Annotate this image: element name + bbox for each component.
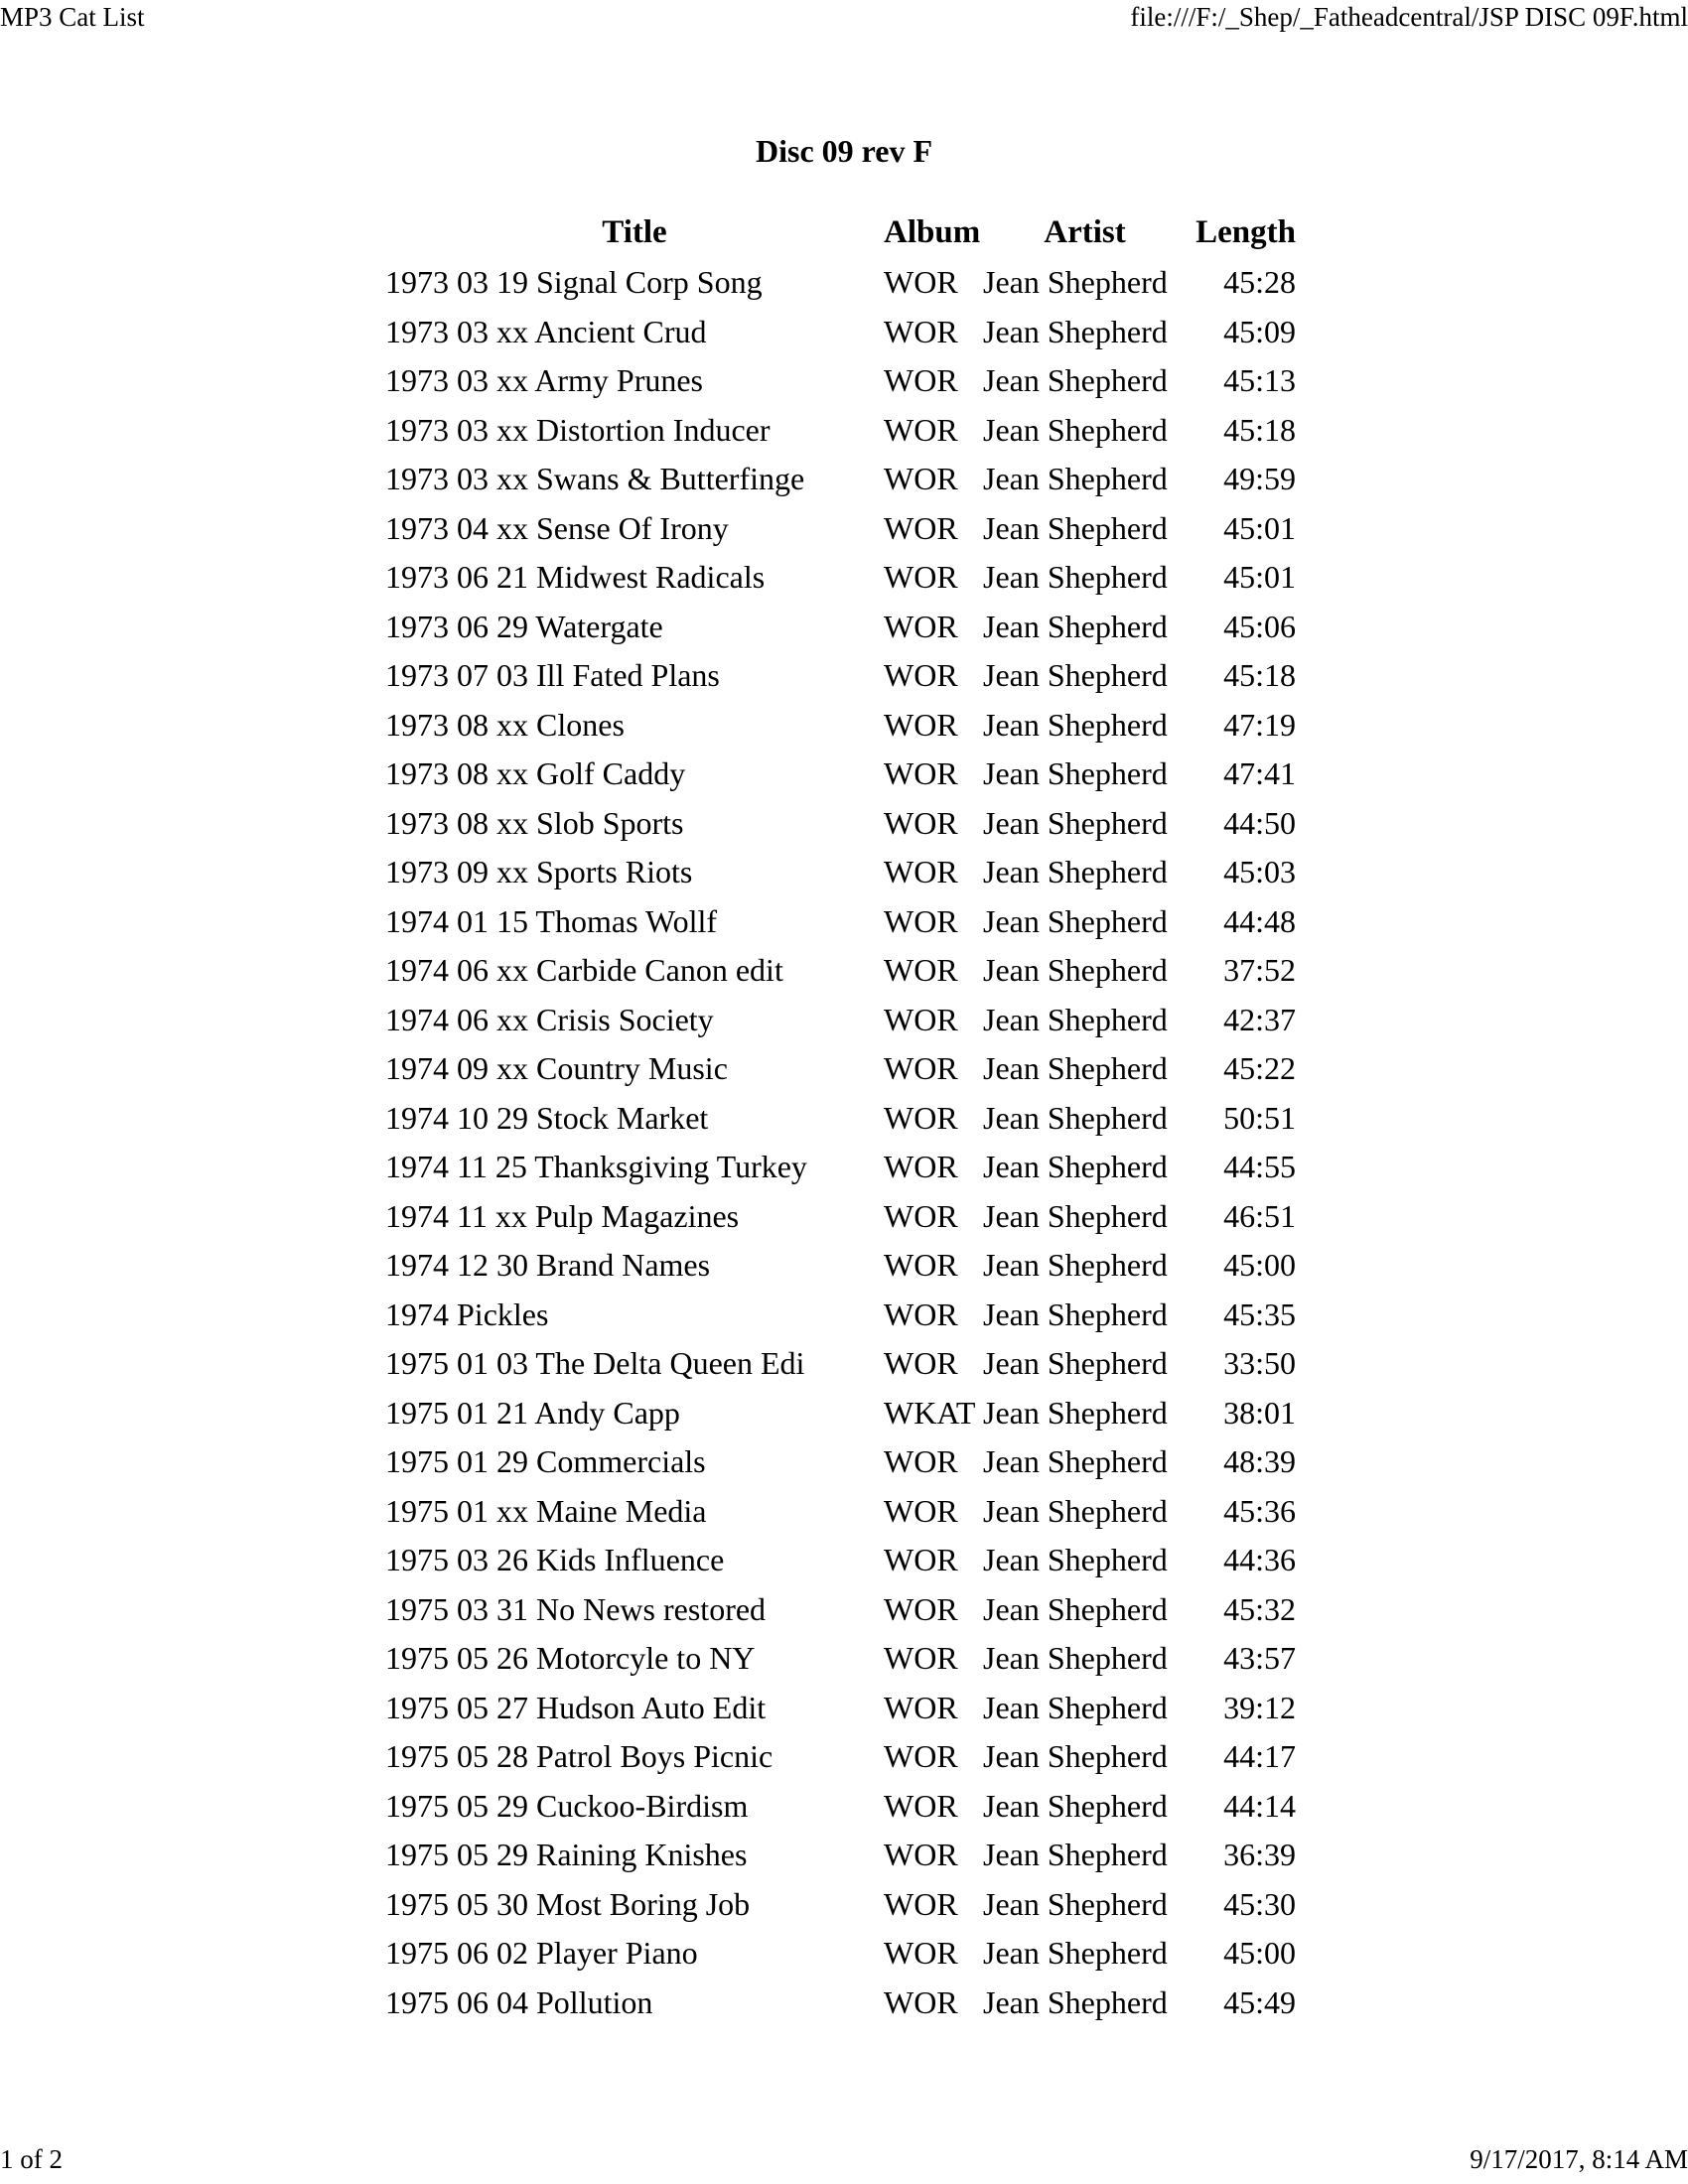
track-album: WOR (884, 1492, 958, 1529)
track-album: WOR (884, 608, 958, 644)
table-row (385, 1782, 1296, 1832)
track-album: WOR (884, 1149, 958, 1185)
print-footer-timestamp: 9/17/2017, 8:14 AM (1470, 2144, 1688, 2174)
track-album: WOR (884, 1837, 958, 1873)
track-title: 1974 12 30 Brand Names (385, 1247, 711, 1284)
track-title: 1974 Pickles (385, 1296, 549, 1332)
track-album: WOR (884, 1050, 958, 1087)
track-title: 1975 01 29 Commercials (385, 1443, 706, 1480)
track-length: 48:39 (1223, 1443, 1296, 1480)
track-length: 49:59 (1223, 461, 1296, 497)
track-title: 1974 06 xx Crisis Society (385, 1001, 714, 1037)
track-artist: Jean Shepherd (983, 411, 1168, 448)
track-artist: Jean Shepherd (983, 1050, 1168, 1087)
track-artist: Jean Shepherd (983, 952, 1168, 989)
track-artist: Jean Shepherd (983, 1099, 1168, 1136)
track-artist: Jean Shepherd (983, 1542, 1168, 1578)
track-album: WOR (884, 854, 958, 890)
table-row (385, 651, 1296, 701)
track-title: 1975 06 04 Pollution (385, 1983, 653, 2020)
table-row (385, 603, 1296, 652)
table-row (385, 1929, 1296, 1979)
track-album: WOR (884, 1983, 958, 2020)
track-length: 42:37 (1223, 1001, 1296, 1037)
track-artist: Jean Shepherd (983, 1983, 1168, 2020)
table-row (385, 258, 1296, 308)
track-artist: Jean Shepherd (983, 854, 1168, 890)
track-length: 45:09 (1223, 313, 1296, 349)
table-row (385, 1339, 1296, 1389)
track-album: WOR (884, 1590, 958, 1627)
track-artist: Jean Shepherd (983, 313, 1168, 349)
track-length: 44:17 (1223, 1738, 1296, 1775)
track-artist: Jean Shepherd (983, 461, 1168, 497)
track-artist: Jean Shepherd (983, 1837, 1168, 1873)
track-album: WOR (884, 1935, 958, 1972)
print-header-title: MP3 Cat List (0, 2, 145, 32)
track-length: 45:00 (1223, 1935, 1296, 1972)
track-length: 47:19 (1223, 706, 1296, 743)
track-artist: Jean Shepherd (983, 608, 1168, 644)
track-title: 1975 01 03 The Delta Queen Edi (385, 1345, 805, 1382)
track-table (385, 206, 1296, 2027)
table-row (385, 1684, 1296, 1733)
track-artist: Jean Shepherd (983, 1689, 1168, 1725)
table-row (385, 1094, 1296, 1144)
track-title: 1973 08 xx Golf Caddy (385, 755, 686, 792)
table-row (385, 356, 1296, 406)
table-row (385, 848, 1296, 897)
table-row (385, 897, 1296, 947)
track-album: WOR (884, 902, 958, 939)
track-title: 1975 05 27 Hudson Auto Edit (385, 1689, 767, 1725)
track-artist: Jean Shepherd (983, 1443, 1168, 1480)
track-title: 1973 03 xx Distortion Inducer (385, 411, 771, 448)
track-artist: Jean Shepherd (983, 804, 1168, 841)
track-length: 44:14 (1223, 1787, 1296, 1824)
track-length: 45:18 (1223, 411, 1296, 448)
track-title: 1974 09 xx Country Music (385, 1050, 728, 1087)
table-row (385, 504, 1296, 554)
track-album: WOR (884, 362, 958, 399)
table-row (385, 799, 1296, 849)
track-title: 1973 09 xx Sports Riots (385, 854, 693, 890)
track-title: 1973 03 xx Army Prunes (385, 362, 703, 399)
track-artist: Jean Shepherd (983, 1492, 1168, 1529)
table-row (385, 1044, 1296, 1094)
track-album: WOR (884, 1689, 958, 1725)
track-artist: Jean Shepherd (983, 1640, 1168, 1677)
table-row (385, 946, 1296, 996)
track-title: 1975 06 02 Player Piano (385, 1935, 698, 1972)
track-artist: Jean Shepherd (983, 1345, 1168, 1382)
table-row (385, 1831, 1296, 1880)
track-album: WOR (884, 804, 958, 841)
track-title: 1974 11 25 Thanksgiving Turkey (385, 1149, 807, 1185)
track-title: 1973 03 19 Signal Corp Song (385, 264, 763, 301)
track-album: WOR (884, 1247, 958, 1284)
track-title: 1974 10 29 Stock Market (385, 1099, 709, 1136)
print-header-url: file:///F:/_Shep/_Fatheadcentral/JSP DISC 09F.html (1130, 2, 1688, 32)
track-album: WKAT (884, 1394, 976, 1431)
table-row (385, 406, 1296, 456)
table-row (385, 1634, 1296, 1684)
table-row (385, 1732, 1296, 1782)
track-title: 1975 05 29 Raining Knishes (385, 1837, 748, 1873)
track-album: WOR (884, 952, 958, 989)
track-length: 45:01 (1223, 509, 1296, 546)
column-header-title: Title (602, 213, 667, 250)
track-length: 44:55 (1223, 1149, 1296, 1185)
table-row (385, 455, 1296, 504)
track-length: 45:00 (1223, 1247, 1296, 1284)
track-artist: Jean Shepherd (983, 1935, 1168, 1972)
track-length: 45:35 (1223, 1296, 1296, 1332)
track-artist: Jean Shepherd (983, 902, 1168, 939)
track-title: 1974 01 15 Thomas Wollf (385, 902, 718, 939)
track-title: 1973 06 21 Midwest Radicals (385, 559, 766, 596)
track-album: WOR (884, 411, 958, 448)
track-title: 1975 05 30 Most Boring Job (385, 1885, 751, 1922)
track-title: 1973 07 03 Ill Fated Plans (385, 657, 720, 694)
track-title: 1975 03 26 Kids Influence (385, 1542, 725, 1578)
track-artist: Jean Shepherd (983, 657, 1168, 694)
track-album: WOR (884, 1099, 958, 1136)
track-album: WOR (884, 313, 958, 349)
track-album: WOR (884, 1542, 958, 1578)
table-header-row (385, 206, 1296, 258)
track-length: 45:36 (1223, 1492, 1296, 1529)
track-artist: Jean Shepherd (983, 1149, 1168, 1185)
track-title: 1973 08 xx Slob Sports (385, 804, 684, 841)
table-row (385, 1143, 1296, 1192)
table-row (385, 1536, 1296, 1585)
track-length: 45:30 (1223, 1885, 1296, 1922)
track-album: WOR (884, 1296, 958, 1332)
track-title: 1975 01 21 Andy Capp (385, 1394, 680, 1431)
track-artist: Jean Shepherd (983, 1001, 1168, 1037)
track-title: 1975 05 26 Motorcyle to NY (385, 1640, 756, 1677)
track-length: 38:01 (1223, 1394, 1296, 1431)
table-row (385, 1241, 1296, 1291)
track-length: 45:49 (1223, 1983, 1296, 2020)
track-table-body (385, 258, 1296, 2027)
column-header-album: Album (884, 213, 981, 250)
track-album: WOR (884, 1197, 958, 1234)
track-artist: Jean Shepherd (983, 264, 1168, 301)
track-artist: Jean Shepherd (983, 1738, 1168, 1775)
track-title: 1975 01 xx Maine Media (385, 1492, 707, 1529)
table-row (385, 1389, 1296, 1438)
track-length: 46:51 (1223, 1197, 1296, 1234)
track-album: WOR (884, 1345, 958, 1382)
table-row (385, 996, 1296, 1045)
track-album: WOR (884, 461, 958, 497)
print-footer-page-number: 1 of 2 (0, 2144, 63, 2174)
track-artist: Jean Shepherd (983, 1590, 1168, 1627)
track-artist: Jean Shepherd (983, 1296, 1168, 1332)
track-album: WOR (884, 1443, 958, 1480)
track-album: WOR (884, 1885, 958, 1922)
track-length: 50:51 (1223, 1099, 1296, 1136)
table-row (385, 1192, 1296, 1242)
table-row (385, 553, 1296, 603)
table-row (385, 1880, 1296, 1930)
track-album: WOR (884, 1001, 958, 1037)
track-length: 43:57 (1223, 1640, 1296, 1677)
track-album: WOR (884, 755, 958, 792)
track-album: WOR (884, 1738, 958, 1775)
track-title: 1975 03 31 No News restored (385, 1590, 767, 1627)
track-title: 1973 03 xx Ancient Crud (385, 313, 707, 349)
track-album: WOR (884, 1787, 958, 1824)
track-length: 47:41 (1223, 755, 1296, 792)
track-title: 1975 05 28 Patrol Boys Picnic (385, 1738, 774, 1775)
track-artist: Jean Shepherd (983, 1197, 1168, 1234)
track-length: 45:18 (1223, 657, 1296, 694)
table-row (385, 308, 1296, 357)
track-length: 33:50 (1223, 1345, 1296, 1382)
track-title: 1973 04 xx Sense Of Irony (385, 509, 729, 546)
track-length: 45:06 (1223, 608, 1296, 644)
track-title: 1975 05 29 Cuckoo-Birdism (385, 1787, 749, 1824)
table-row (385, 1437, 1296, 1487)
track-length: 45:28 (1223, 264, 1296, 301)
track-album: WOR (884, 657, 958, 694)
column-header-length: Length (1196, 213, 1296, 250)
track-length: 44:36 (1223, 1542, 1296, 1578)
table-row (385, 1979, 1296, 2028)
track-length: 36:39 (1223, 1837, 1296, 1873)
track-title: 1973 03 xx Swans & Butterfinge (385, 461, 805, 497)
track-length: 45:13 (1223, 362, 1296, 399)
track-title: 1974 11 xx Pulp Magazines (385, 1197, 740, 1234)
track-album: WOR (884, 264, 958, 301)
table-row (385, 750, 1296, 799)
track-artist: Jean Shepherd (983, 1885, 1168, 1922)
table-row (385, 1291, 1296, 1340)
track-title: 1973 06 29 Watergate (385, 608, 663, 644)
track-artist: Jean Shepherd (983, 1394, 1168, 1431)
track-artist: Jean Shepherd (983, 1787, 1168, 1824)
table-row (385, 1487, 1296, 1537)
track-length: 37:52 (1223, 952, 1296, 989)
track-artist: Jean Shepherd (983, 509, 1168, 546)
track-album: WOR (884, 1640, 958, 1677)
track-length: 45:32 (1223, 1590, 1296, 1627)
page-title: Disc 09 rev F (755, 133, 933, 169)
track-length: 45:01 (1223, 559, 1296, 596)
track-title: 1973 08 xx Clones (385, 706, 625, 743)
track-album: WOR (884, 559, 958, 596)
table-row (385, 1585, 1296, 1635)
track-artist: Jean Shepherd (983, 559, 1168, 596)
track-title: 1974 06 xx Carbide Canon edit (385, 952, 783, 989)
track-artist: Jean Shepherd (983, 362, 1168, 399)
column-header-artist: Artist (1044, 213, 1126, 250)
track-length: 45:22 (1223, 1050, 1296, 1087)
track-length: 44:48 (1223, 902, 1296, 939)
track-length: 44:50 (1223, 804, 1296, 841)
track-album: WOR (884, 706, 958, 743)
track-length: 45:03 (1223, 854, 1296, 890)
table-row (385, 701, 1296, 751)
track-artist: Jean Shepherd (983, 706, 1168, 743)
track-artist: Jean Shepherd (983, 1247, 1168, 1284)
track-album: WOR (884, 509, 958, 546)
track-length: 39:12 (1223, 1689, 1296, 1725)
track-artist: Jean Shepherd (983, 755, 1168, 792)
